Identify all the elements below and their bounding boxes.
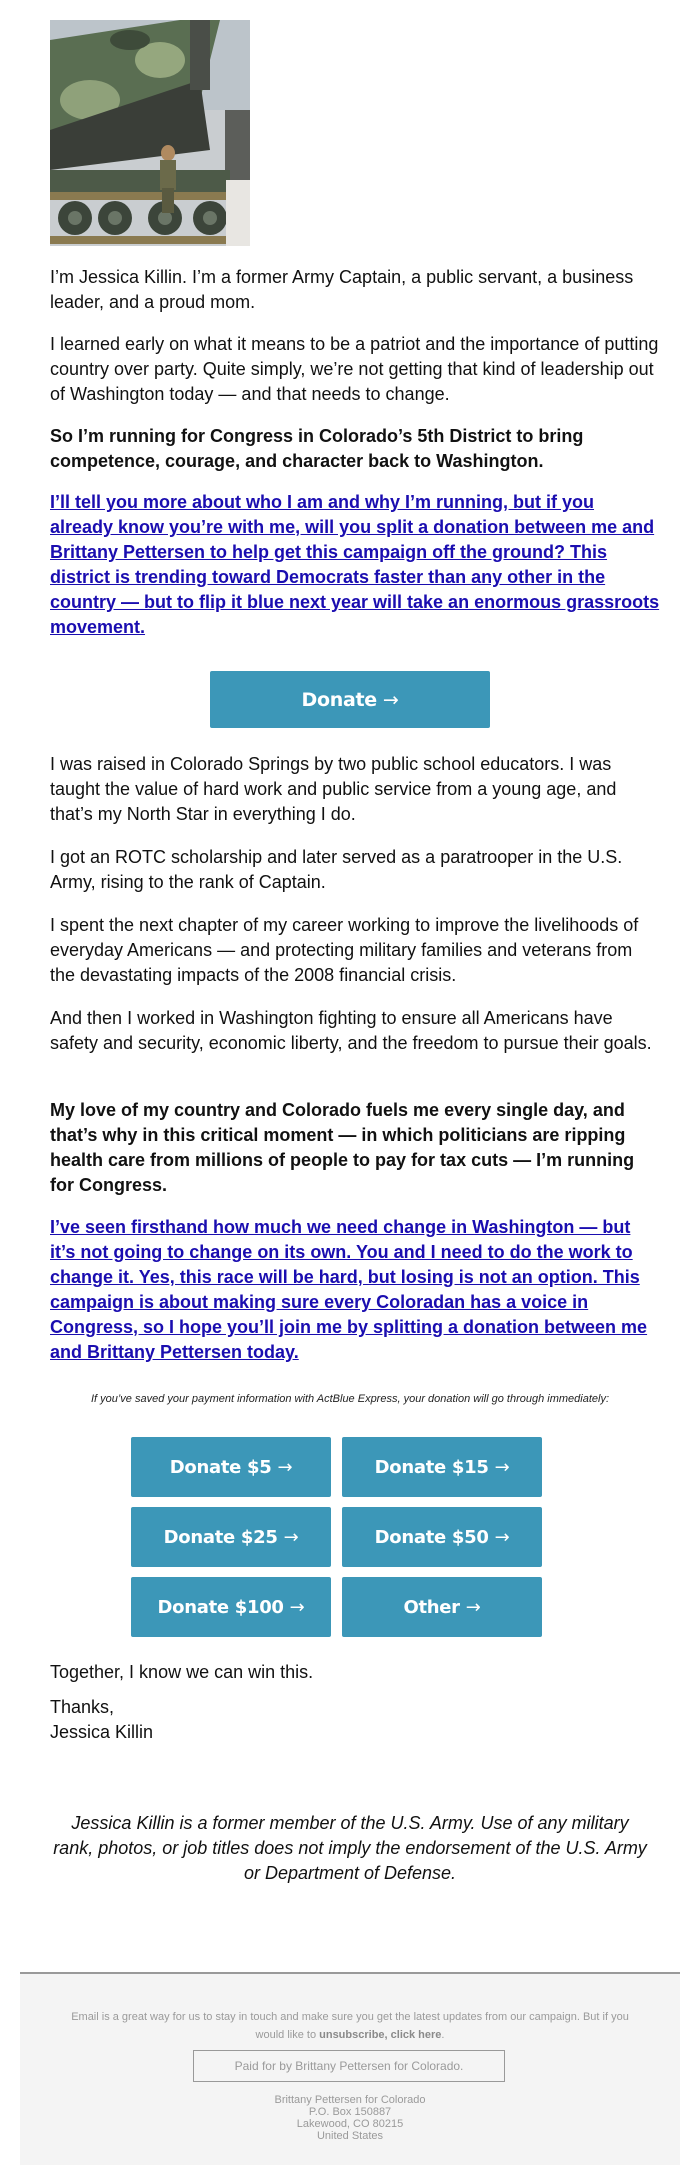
address-line: United States xyxy=(316,2130,384,2142)
love-of-country-paragraph: My love of my country and Colorado fuels me every single day, and that’s why in this critical moment — in which politicians are ripping health care from millions of people to pay for tax cuts — I’m running for Congress. xyxy=(50,1100,635,1195)
donation-appeal-link[interactable]: I’ll tell you more about who I am and why I’m running, but if you already know you’re with me, will you split a donation between me and Brittany Pettersen to help get this campaign off the ground? This district is trending toward Democrats faster than any other in the country — but to flip it blue next year will take an enormous grassroots movement. xyxy=(50,492,660,637)
donate-15-button[interactable] xyxy=(342,1437,542,1497)
change-appeal-paragraph xyxy=(50,1215,660,1365)
arrow-right-icon: → xyxy=(289,1596,305,1618)
paid-for-disclaimer: Paid for by Brittany Pettersen for Colorado. xyxy=(193,2050,505,2082)
arrow-right-icon: → xyxy=(494,1526,510,1548)
arrow-right-icon: → xyxy=(465,1596,481,1618)
donate-button-label: Donate xyxy=(301,688,377,711)
arrow-right-icon: → xyxy=(382,688,399,711)
intro-paragraph: I’m Jessica Killin. I’m a former Army Captain, a public servant, a business leader, and a proud mom. xyxy=(50,267,634,312)
arrow-right-icon: → xyxy=(494,1456,510,1478)
footer-text-before: Email is a great way for us to stay in touch and make sure you get the latest updates from our campaign. But if you would like to xyxy=(71,2011,629,2041)
donate-100-button[interactable] xyxy=(131,1577,331,1637)
change-appeal-link[interactable]: I’ve seen firsthand how much we need change in Washington — but it’s not going to change on its own. You and I need to do the work to change it. Yes, this race will be hard, but losing is not an option. This campaign is about making sure every Coloradan has a voice in Congress, so I hope you’ll join me by splitting a donation between me and Brittany Pettersen today. xyxy=(50,1217,648,1362)
upbringing-paragraph: I was raised in Colorado Springs by two public school educators. I was taught the value of hard work and public service from a young age, and that’s my North Star in everything I do. xyxy=(50,754,617,824)
donate-25-label: Donate $25 xyxy=(163,1526,278,1548)
mailing-address xyxy=(20,2094,680,2142)
actblue-note: If you’ve saved your payment information with ActBlue Express, your donation will go through immediately: xyxy=(90,1393,610,1405)
signature: Jessica Killin xyxy=(50,1722,154,1742)
address-line: P.O. Box 150887 xyxy=(308,2106,392,2118)
hero-photo-illustration xyxy=(50,20,250,246)
address-line: Lakewood, CO 80215 xyxy=(296,2118,404,2130)
arrow-right-icon: → xyxy=(283,1526,299,1548)
donation-appeal-paragraph xyxy=(50,490,660,640)
closing-line: Together, I know we can win this. xyxy=(50,1662,314,1682)
donate-25-button[interactable] xyxy=(131,1507,331,1567)
donate-other-label: Other xyxy=(403,1596,460,1618)
washington-paragraph: And then I worked in Washington fighting to ensure all Americans have safety and security, economic liberty, and the freedom to pursue their goals. xyxy=(50,1008,652,1053)
career-paragraph: I spent the next chapter of my career working to improve the livelihoods of everyday Americans — and protecting military families and veterans from the devastating impacts of the 2008 financial crisis. xyxy=(50,915,639,985)
patriot-paragraph: I learned early on what it means to be a patriot and the importance of putting country over party. Quite simply, we’re not getting that kind of leadership out of Washington today — and that needs to change. xyxy=(50,334,659,404)
donate-5-button[interactable] xyxy=(131,1437,331,1497)
rotc-paragraph: I got an ROTC scholarship and later served as a paratrooper in the U.S. Army, rising to the rank of Captain. xyxy=(50,847,623,892)
unsubscribe-link[interactable]: unsubscribe, click here xyxy=(319,2029,442,2041)
hero-photo xyxy=(50,20,250,246)
donate-other-button[interactable] xyxy=(342,1577,542,1637)
email-footer xyxy=(20,1972,680,2165)
donate-button[interactable] xyxy=(210,671,490,728)
address-line: Brittany Pettersen for Colorado xyxy=(274,2094,426,2106)
signoff: Thanks, xyxy=(50,1697,115,1717)
donate-50-button[interactable] xyxy=(342,1507,542,1567)
running-paragraph: So I’m running for Congress in Colorado’s 5th District to bring competence, courage, and character back to Washington. xyxy=(50,426,584,471)
donate-5-label: Donate $5 xyxy=(169,1456,272,1478)
donate-15-label: Donate $15 xyxy=(374,1456,489,1478)
footer-unsubscribe-text xyxy=(60,2008,640,2044)
donate-50-label: Donate $50 xyxy=(374,1526,489,1548)
arrow-right-icon: → xyxy=(277,1456,293,1478)
military-disclaimer: Jessica Killin is a former member of the U.S. Army. Use of any military rank, photos, or job titles does not imply the endorsement of the U.S. Army or Department of Defense. xyxy=(53,1813,647,1883)
footer-text-after: . xyxy=(441,2029,445,2041)
donate-100-label: Donate $100 xyxy=(157,1596,284,1618)
